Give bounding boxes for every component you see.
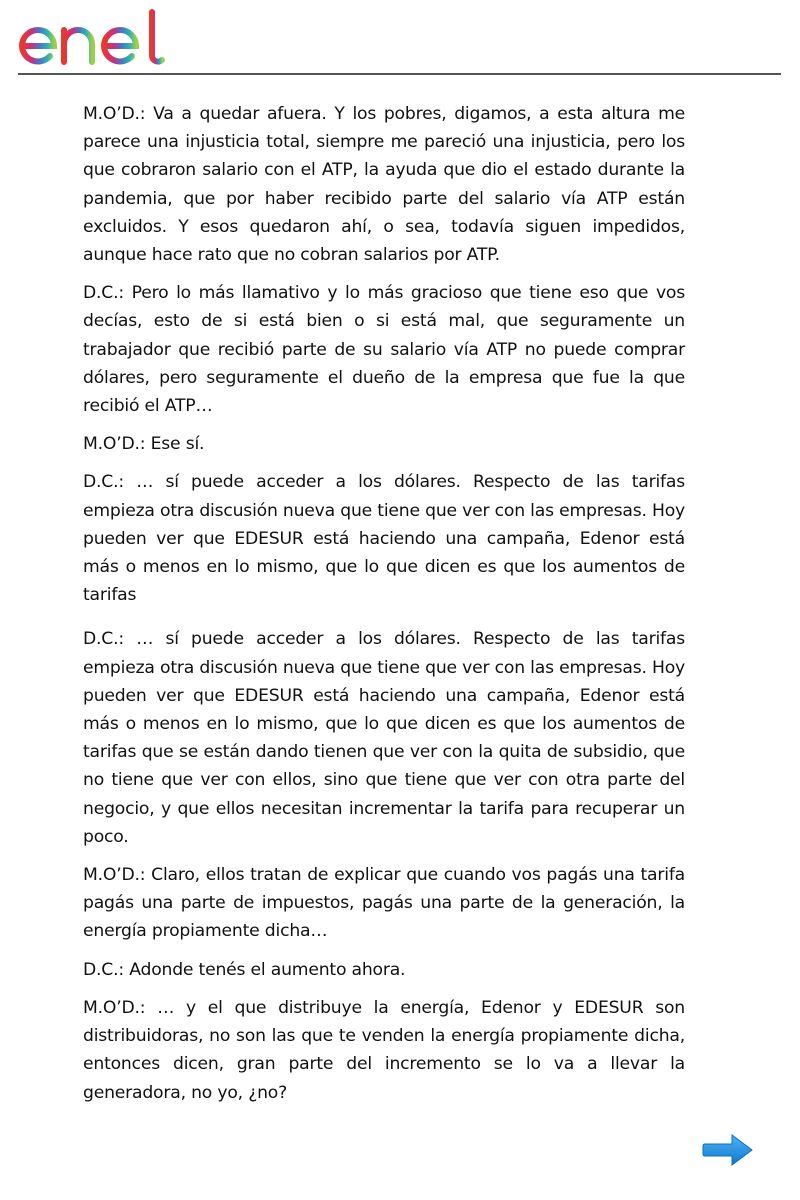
- transcript-paragraph: D.C.: … sí puede acceder a los dólares. Respecto de las tarifas empieza otra discusión nueva que tiene que ver con las empresas. Hoy pueden ver que EDESUR está haciendo una campaña, Edenor está más o menos en lo mismo, que lo que dicen es que los aumentos de tarifas: [83, 472, 685, 606]
- header-rule: [18, 73, 781, 75]
- transcript-paragraph: M.O’D.: Claro, ellos tratan de explicar que cuando vos pagás una tarifa pagás una parte de impuestos, pagás una parte de la generación, la energía propiamente dicha…: [83, 865, 685, 942]
- transcript-body: [83, 100, 685, 1117]
- transcript-paragraph: D.C.: Pero lo más llamativo y lo más gracioso que tiene eso que vos decías, esto de si está bien o si está mal, que seguramente un trabajador que recibió parte de su salario vía ATP no puede comprar dólares, pero seguramente el dueño de la empresa que fue la que recibió el ATP…: [83, 283, 685, 417]
- transcript-paragraph: D.C.: Adonde tenés el aumento ahora.: [83, 959, 406, 980]
- transcript-paragraph: M.O’D.: Ese sí.: [83, 434, 205, 455]
- next-arrow-icon[interactable]: [702, 1132, 754, 1168]
- enel-logo: [16, 6, 176, 68]
- transcript-paragraph: M.O’D.: … y el que distribuye la energía, Edenor y EDESUR son distribuidoras, no son las que te venden la energía propiamente dicha, entonces dicen, gran parte del incremento se lo va a llevar la generadora, no yo, ¿no?: [83, 997, 685, 1103]
- page-header: [0, 0, 800, 78]
- transcript-paragraph: M.O’D.: Va a quedar afuera. Y los pobres, digamos, a esta altura me parece una injusticia total, siempre me pareció una injusticia, pero los que cobraron salario con el ATP, la ayuda que dio el estado durante la pandemia, que por haber recibido parte del salario vía ATP están excluidos. Y esos quedaron ahí, o sea, todavía siguen impedidos, aunque hace rato que no cobran salarios por ATP.: [83, 104, 685, 266]
- transcript-paragraph: D.C.: … sí puede acceder a los dólares. Respecto de las tarifas empieza otra discusión nueva que tiene que ver con las empresas. Hoy pueden ver que EDESUR está haciendo una campaña, Edenor está más o menos en lo mismo, que lo que dicen es que los aumentos de tarifas que se están dando tienen que ver con la quita de subsidio, que no tiene que ver con ellos, sino que tiene que ver con otra parte del negocio, y que ellos necesitan incrementar la tarifa para recuperar un poco.: [83, 629, 685, 847]
